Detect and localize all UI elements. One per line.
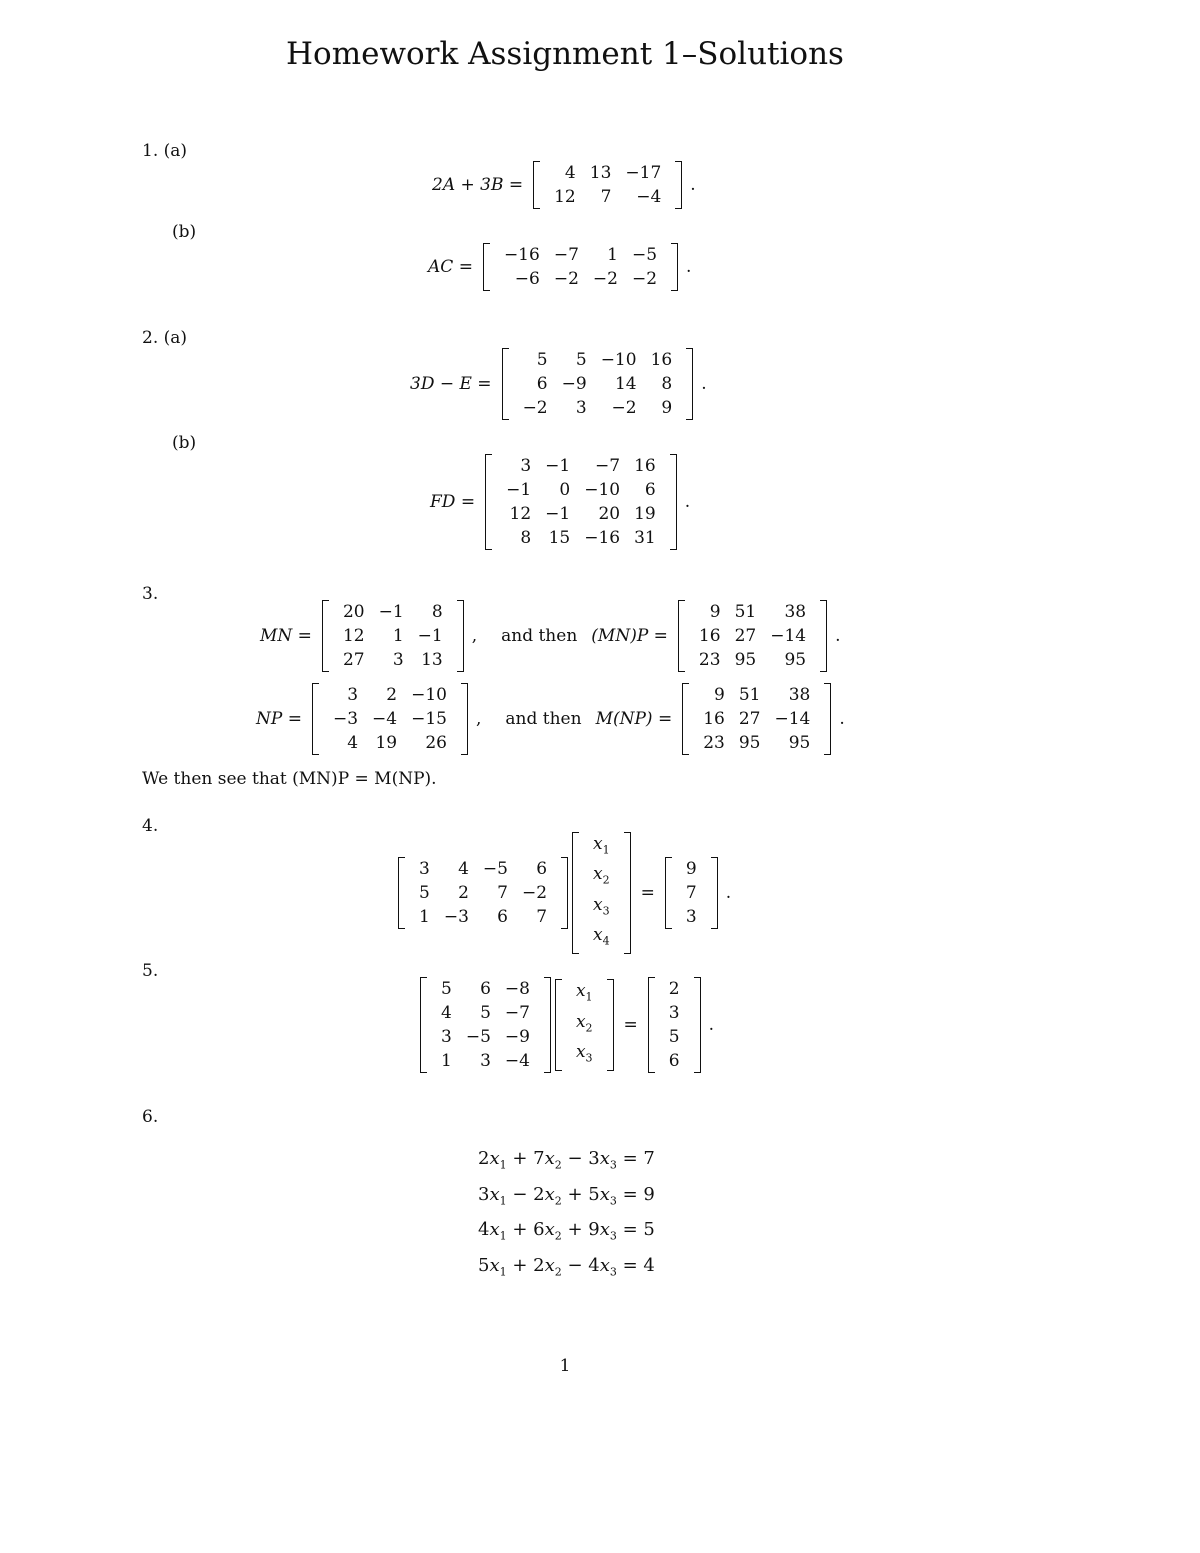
matrix-cell: 8 [520,528,532,548]
vector-cell: $x_1$ [575,981,593,1004]
problem-2a-label: 2. (a) [142,328,188,348]
matrix-row [497,243,664,267]
matrix-cell: 19 [375,733,398,753]
matrix-cell: −4 [636,187,662,207]
vector-cell: $x_3$ [575,1042,593,1065]
matrix-cell: 8 [431,602,443,622]
system-line: $5x_1 + 2x_2 - 4x_3 = 4$ [478,1254,655,1279]
system-line: $2x_1 + 7x_2 - 3x_3 = 7$ [478,1148,655,1172]
matrix-cell: 12 [342,626,365,646]
page-number: 1 [559,1356,571,1376]
page-title: Homework Assignment 1–Solutions [286,36,844,72]
matrix-row [434,1025,537,1049]
matrix-cell: 16 [698,626,721,646]
equation-1b-lhs: AC = [428,257,473,277]
matrix-cell: −5 [482,858,508,879]
matrix-cell: 1 [441,1051,452,1071]
matrix-cell: −9 [561,374,587,394]
equation-6-system [478,1144,655,1286]
equation-1a: 2A + 3B = 4 13 −17 12 7 −4 . [432,163,696,207]
vector-cell: 7 [685,882,697,903]
matrix-mn [322,600,464,672]
matrix-cell: 26 [425,733,447,753]
matrix-cell: 19 [634,504,656,524]
matrix-cell: 16 [703,709,725,729]
matrix-cell: 9 [709,602,721,622]
matrix-cell: 4 [564,163,576,183]
matrix-cell: −8 [504,979,530,999]
matrix-cell: 6 [536,374,548,394]
problem-6-label: 6. [142,1107,159,1127]
equation-2b: FD = 3 −1 −7 16 −1 0 −10 6 12 −1 20 19 8 15 −16 31 . [430,456,691,548]
matrix-cell: 3 [347,685,359,705]
matrix-cell: −15 [411,709,447,729]
equation-3-row-1: MN = 20 −1 8 12 1 −1 27 3 13 , and then (MN)P = 9 51 38 16 27 −14 23 95 95 . [260,602,841,670]
matrix-cell: 5 [575,350,587,370]
equation-4: 3 4 −5 6 5 2 7 −2 1 −3 6 7 $x_1$ $x_2$ $x_3$ $x_4$ = 9 7 3 . [396,832,731,954]
matrix-cell: 3 [392,650,404,670]
matrix-2a [502,348,694,420]
matrix-cell: 23 [698,650,721,670]
vector-cell: $x_1$ [593,834,610,857]
matrix-cell: −6 [514,269,540,289]
matrix-1a [533,161,682,209]
system-line: $3x_1 - 2x_2 + 5x_3 = 9$ [478,1183,655,1208]
matrix-cell: −7 [553,245,579,265]
matrix-cell: 27 [738,709,761,729]
matrix-m-np [682,683,831,755]
matrix-cell: 14 [614,374,637,394]
vector-cell: $x_2$ [593,864,610,887]
equation-2a: 3D − E = 5 5 −10 16 6 −9 14 8 −2 3 −2 9 . [410,350,707,418]
matrix-cell: 31 [634,528,656,548]
matrix-cell: −1 [545,504,571,524]
equation-1b: AC = −16 −7 1 −5 −6 −2 −2 −2 . [428,245,692,289]
matrix-cell: −2 [592,269,618,289]
matrix-np [312,683,468,755]
matrix-cell: −5 [631,245,658,265]
matrix-cell: −10 [600,350,637,370]
matrix-cell: −10 [584,480,621,500]
matrix-row [412,857,554,881]
matrix-cell: 2 [458,882,469,903]
matrix-cell: −3 [332,709,359,729]
matrix-cell: −2 [631,269,658,289]
matrix-cell: 95 [734,650,757,670]
vector-cell: $x_2$ [575,1011,593,1035]
equation-5: 5 6 −8 4 5 −7 3 −5 −9 1 3 −4 $x_1$ $x_2$ $x_3$ = 2 3 5 6 . [418,977,714,1073]
matrix-row [326,707,454,731]
vector-cell: 5 [668,1027,680,1047]
matrix-row [497,267,664,291]
matrix-cell: 27 [734,626,757,646]
matrix-cell: 9 [714,685,725,705]
matrix-row [326,683,454,707]
matrix-cell: −2 [522,398,548,418]
matrix-cell: −4 [372,709,398,729]
problem-1a-label: 1. (a) [142,141,188,161]
problem-3-label: 3. [142,584,159,604]
matrix-cell: 6 [644,480,656,500]
matrix-cell: 23 [703,733,725,753]
matrix-cell: 6 [480,979,491,999]
matrix-cell: −2 [553,269,579,289]
matrix-cell: −10 [411,685,447,705]
matrix-4-coefficients [398,857,568,929]
matrix-row [336,600,450,624]
matrix-cell: 16 [650,350,673,370]
vector-5-constants [648,977,701,1073]
matrix-cell: 4 [441,1003,452,1023]
matrix-cell: 3 [520,456,532,476]
matrix-cell: 95 [784,650,807,670]
matrix-cell: −1 [378,602,404,622]
matrix-cell: 12 [509,504,532,524]
matrix-cell: 20 [342,602,365,622]
matrix-mn-p [678,600,827,672]
matrix-cell: 3 [480,1051,491,1071]
vector-5-unknowns [555,979,614,1070]
matrix-cell: 1 [607,245,618,265]
matrix-row [412,881,554,905]
matrix-cell: −4 [504,1051,530,1071]
matrix-cell: −9 [504,1027,530,1047]
matrix-row [516,348,680,372]
matrix-cell: 3 [575,398,587,418]
matrix-cell: 13 [589,163,612,183]
matrix-cell: −1 [506,480,532,500]
matrix-row [692,648,813,672]
problem-2b-label: (b) [172,433,197,453]
vector-cell: 6 [668,1051,680,1071]
matrix-cell: 51 [738,685,761,705]
vector-4-unknowns [572,832,631,954]
matrix-cell: 5 [536,350,548,370]
vector-cell: 9 [685,858,697,879]
equation-1a-lhs: 2A + 3B = [432,175,524,195]
equation-2a-lhs: 3D − E = [410,374,492,394]
matrix-cell: 4 [347,733,359,753]
problem-4-label: 4. [142,816,159,836]
equation-2b-lhs: FD = [430,492,476,512]
matrix-cell: 15 [548,528,571,548]
equation-3-mnp-lhs: (MN)P = [591,626,668,646]
vector-cell: 3 [668,1003,680,1023]
matrix-cell: 95 [788,733,811,753]
matrix-row [499,478,663,502]
matrix-row [336,624,450,648]
and-then-text: and then [501,626,578,646]
matrix-cell: 6 [497,906,508,927]
matrix-cell: 38 [784,602,807,622]
matrix-row [326,731,454,755]
matrix-1b [483,243,678,291]
equation-3-mn-lhs: MN = [260,626,312,646]
matrix-cell: 38 [788,685,811,705]
matrix-row [696,707,817,731]
equation-3-m-np-lhs: M(NP) = [595,709,673,729]
matrix-row [499,502,663,526]
matrix-cell: −5 [465,1027,491,1047]
vector-4-constants [665,857,718,929]
matrix-cell: −17 [625,163,662,183]
vector-cell: $x_3$ [593,894,610,918]
problem-5-label: 5. [142,961,159,981]
matrix-cell: 5 [419,882,430,903]
matrix-row [696,683,817,707]
matrix-cell: −2 [521,882,548,903]
matrix-row [336,648,450,672]
matrix-cell: 5 [441,979,452,999]
matrix-cell: 4 [458,858,469,879]
matrix-cell: −2 [611,398,637,418]
matrix-cell: 7 [497,882,508,903]
matrix-cell: 7 [536,906,548,927]
matrix-row [692,624,813,648]
matrix-cell: 16 [634,456,656,476]
matrix-cell: 12 [554,187,576,207]
matrix-cell: −1 [417,626,443,646]
matrix-cell: −3 [443,906,469,927]
matrix-cell: −16 [503,245,540,265]
matrix-row [434,977,537,1001]
matrix-cell: 1 [392,626,404,646]
matrix-cell: 27 [342,650,365,670]
matrix-cell: 13 [421,650,443,670]
matrix-cell: 20 [598,504,621,524]
matrix-cell: −7 [595,456,621,476]
matrix-cell: 6 [536,858,548,879]
matrix-row [547,161,668,185]
matrix-row [434,1001,537,1025]
matrix-cell: 0 [559,480,571,500]
system-line: $4x_1 + 6x_2 + 9x_3 = 5$ [478,1219,655,1243]
matrix-row [412,905,554,929]
matrix-row [547,185,668,209]
matrix-cell: 3 [419,858,430,879]
problem-3-conclusion: We then see that (MN)P = M(NP). [142,769,437,789]
matrix-cell: −14 [774,709,811,729]
matrix-cell: 5 [480,1003,491,1023]
matrix-row [516,372,680,396]
matrix-row [692,600,813,624]
matrix-cell: 2 [386,685,398,705]
matrix-cell: 7 [600,187,612,207]
matrix-cell: −1 [545,456,571,476]
equation-3-np-lhs: NP = [256,709,302,729]
matrix-row [499,526,663,550]
vector-cell: $x_4$ [593,925,610,948]
matrix-cell: −14 [770,626,807,646]
matrix-cell: 1 [419,906,430,927]
vector-cell: 2 [668,979,680,999]
matrix-row [516,396,680,420]
matrix-cell: 9 [661,398,673,418]
matrix-cell: −7 [504,1003,530,1023]
problem-1b-label: (b) [172,222,197,242]
matrix-2b [485,454,677,550]
and-then-text: and then [505,709,582,729]
matrix-cell: −16 [584,528,621,548]
matrix-cell: 3 [441,1027,452,1047]
matrix-cell: 8 [661,374,673,394]
matrix-cell: 51 [734,602,757,622]
matrix-row [499,454,663,478]
matrix-cell: 95 [738,733,761,753]
equation-3-row-2: NP = 3 2 −10 −3 −4 −15 4 19 26 , and then M(NP) = 9 51 38 16 27 −14 23 95 95 . [256,685,845,753]
vector-cell: 3 [685,906,697,927]
matrix-5-coefficients [420,977,551,1073]
matrix-row [696,731,817,755]
matrix-row [434,1049,537,1073]
